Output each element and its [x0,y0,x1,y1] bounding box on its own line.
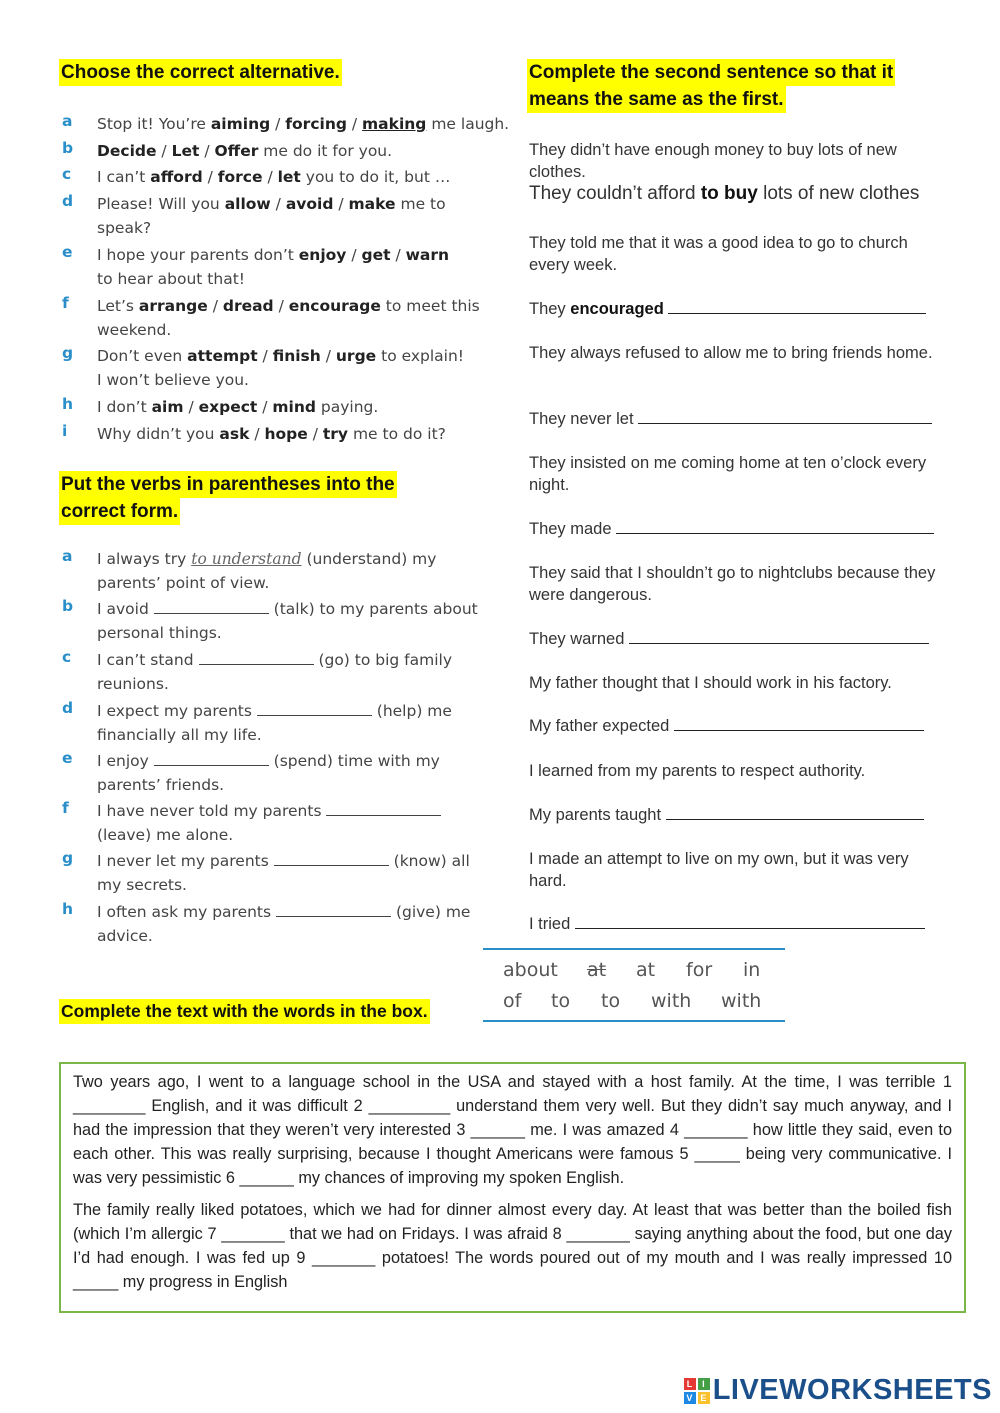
item-letter: b [62,139,74,157]
rewrite-answer-1: They encouraged [529,298,939,320]
option[interactable]: Decide [97,142,157,160]
item-letter: g [62,849,74,867]
rewrite-answer-7: I tried [529,913,939,935]
item-letter: b [62,597,74,615]
option[interactable]: make [348,195,396,213]
option[interactable]: expect [198,398,258,416]
item-letter: g [62,344,74,362]
option[interactable]: let [277,168,301,186]
option[interactable]: Let [171,142,200,160]
option[interactable]: get [361,246,391,264]
item-letter: c [62,648,72,666]
word: for [686,959,713,981]
word: of [503,990,522,1012]
liveworksheets-logo [684,1374,992,1407]
option[interactable]: urge [335,347,377,365]
answer-line[interactable] [668,301,926,314]
answer-line[interactable] [575,916,925,929]
option[interactable]: afford [150,168,203,186]
section1-heading: Choose the correct alternative. [59,59,342,86]
option[interactable]: ask [219,425,250,443]
answer-blank[interactable] [257,701,372,716]
option[interactable]: forcing [285,115,347,133]
section3-heading-line2: means the same as the first. [527,86,786,113]
item-letter: e [62,243,73,261]
option[interactable]: aiming [210,115,271,133]
section3-heading-line1: Complete the second sentence so that it [527,59,895,86]
option[interactable]: encourage [288,297,381,315]
rewrite-answer-6: My parents taught [529,804,939,826]
rewrite-original-6: I learned from my parents to respect authority. [529,762,866,780]
item-letter: d [62,699,74,717]
item-letter: d [62,192,74,210]
rewrite-original-3: They insisted on me coming home at ten o’clock every night. [529,454,927,494]
answer-blank[interactable] [199,650,314,665]
word: to [601,990,621,1012]
item-letter: a [62,547,73,565]
word: about [503,959,558,981]
logo-text: LIVEWORKSHEETS [712,1374,992,1406]
answer-blank[interactable] [276,902,391,917]
rewrite-answer-3: They made [529,518,939,540]
option[interactable]: mind [272,398,316,416]
option[interactable]: avoid [285,195,334,213]
word: in [743,959,761,981]
word: with [651,990,692,1012]
answer-line[interactable] [674,718,924,731]
option-selected[interactable]: making [362,115,427,133]
answer-blank[interactable] [326,801,441,816]
word-box [483,948,785,1022]
section1-exercise: a Stop it! You’re aiming / forcing / making me laugh. b Decide / Let / Offer me do it for you. c I can’t afford / force / let you to do it, but … d Please! Will you allow / avoid / make me to speak? e I hope your parents don’t enjoy / get / warn to hear about that! f Let’s arrange / dread / encourage to meet this weekend. g Don’t even attempt / finish / urge to explain! I won’t believe you. h I don’t aim / expect / mind paying. i Why didn’t you ask / hope / try me to do it? [62,112,510,443]
option[interactable]: allow [224,195,271,213]
rewrite-original-7: I made an attempt to live on my own, but it was very hard. [529,850,909,890]
item-letter: i [62,422,68,440]
item-letter: h [62,900,74,918]
option[interactable]: hope [264,425,308,443]
word: at [636,959,656,981]
option[interactable]: dread [222,297,274,315]
option[interactable]: force [217,168,263,186]
item-letter: f [62,294,69,312]
option[interactable]: aim [151,398,184,416]
answer-blank[interactable] [154,599,269,614]
section4-heading: Complete the text with the words in the box. [59,999,430,1024]
section2-heading-line1: Put the verbs in parentheses into the [59,471,397,498]
option[interactable]: finish [272,347,321,365]
example-answer: They couldn’t afford to buy lots of new clothes [529,183,920,204]
word: to [551,990,571,1012]
option[interactable]: warn [405,246,450,264]
rewrite-original-4: They said that I shouldn’t go to nightclubs because they were dangerous. [529,564,936,604]
rewrite-original-2: They always refused to allow me to bring friends home. [529,344,933,362]
answer-blank[interactable] [154,751,269,766]
item-letter: f [62,799,69,817]
section2-exercise: a I always try to understand (understand) my parents’ point of view. b I avoid (talk) to my parents about personal things. c I can’t stand (go) to big family reunions. d I expect my parents (help) me financially all my life. e I enjoy (spend) time with my parents’ friends. f I have never told my parents (leave) me alone. g I never let my parents (know) all my secrets. h I often ask my parents (give) me advice. [62,547,478,945]
paragraph-2: The family really liked potatoes, which we had for dinner almost every day. At least that was better than the boiled fish (which I’m allergic 7 _______ that we had on Fridays. I was afraid 8 _______ saying anything about the food, but one day I’d had enough. I was fed up 9 _______ potatoes! The words poured out of my mouth and I was really impressed 10 _____ my progress in English [73,1201,952,1291]
example-answer: to understand [191,550,302,568]
option[interactable]: Offer [214,142,259,160]
option[interactable]: enjoy [298,246,347,264]
answer-line[interactable] [666,807,924,820]
word: with [721,990,762,1012]
item-letter: h [62,395,74,413]
answer-line[interactable] [616,521,934,534]
example-original: They didn’t have enough money to buy lots of new clothes. [529,141,897,181]
option[interactable]: attempt [187,347,258,365]
rewrite-answer-5: My father expected [529,715,939,737]
rewrite-original-1: They told me that it was a good idea to go to church every week. [529,234,908,274]
logo-icon: L I V E [684,1378,710,1404]
item-letter: a [62,112,73,130]
gap-fill-text [59,1062,966,1313]
answer-line[interactable] [629,631,929,644]
item-letter: e [62,749,73,767]
option[interactable]: try [322,425,349,443]
rewrite-answer-2: They never let [529,408,939,430]
answer-blank[interactable] [274,851,389,866]
answer-line[interactable] [638,411,932,424]
word-used: at [587,959,607,981]
section2-heading-line2: correct form. [59,498,180,525]
option[interactable]: arrange [138,297,208,315]
rewrite-answer-4: They warned [529,628,939,650]
item-letter: c [62,165,72,183]
paragraph-1: Two years ago, I went to a language school in the USA and stayed with a host family. At the time, I was terrible 1 ________ English, and it was difficult 2 _________ understand them very well. But they didn’t say much anyway, and I had the impression that they weren’t very interested 3 ______ me. I was amazed 4 _______ how little they said, even to each other. This was really surprising, because I thought Americans were famous 5 _____ being very communicative. I was very pessimistic 6 ______ my chances of improving my spoken English. [73,1073,952,1187]
rewrite-original-5: My father thought that I should work in his factory. [529,674,892,692]
